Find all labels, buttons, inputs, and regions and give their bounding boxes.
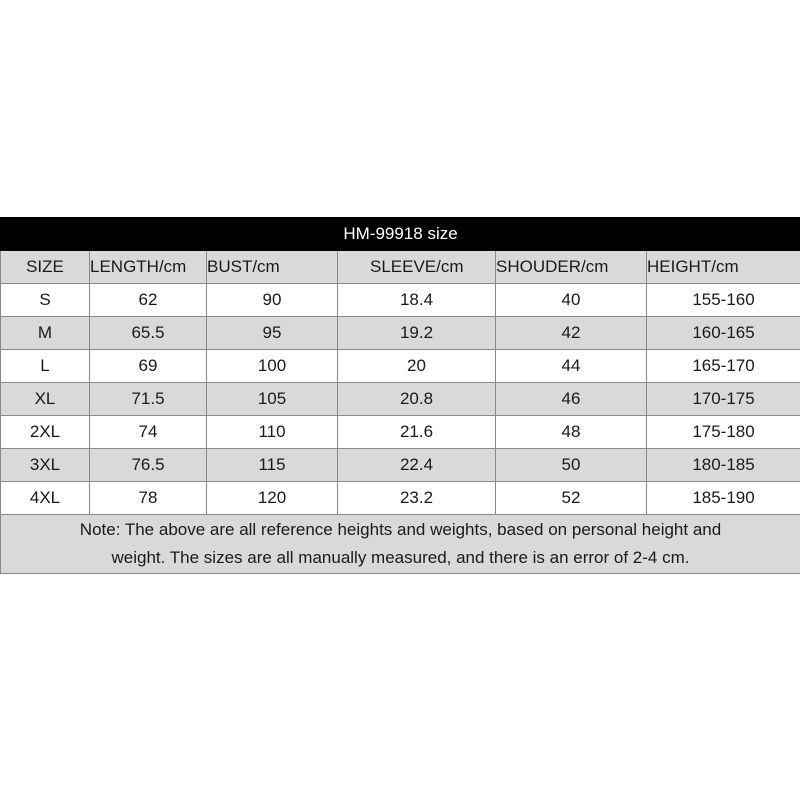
cell-bust: 120: [207, 482, 338, 515]
cell-size: 2XL: [1, 416, 90, 449]
cell-shoulder: 44: [496, 350, 647, 383]
cell-sleeve: 20: [338, 350, 496, 383]
header-sleeve: SLEEVE/cm: [338, 251, 496, 284]
table-title-row: [1, 218, 800, 251]
cell-shoulder: 42: [496, 317, 647, 350]
cell-height: 170-175: [647, 383, 800, 416]
table-row: [1, 416, 800, 449]
table-title: HM-99918 size: [1, 218, 800, 251]
cell-shoulder: 48: [496, 416, 647, 449]
cell-bust: 100: [207, 350, 338, 383]
header-length: LENGTH/cm: [90, 251, 207, 284]
cell-length: 71.5: [90, 383, 207, 416]
cell-size: L: [1, 350, 90, 383]
cell-bust: 95: [207, 317, 338, 350]
note-line-2: weight. The sizes are all manually measured, and there is an error of 2-4 cm.: [111, 548, 690, 567]
cell-length: 65.5: [90, 317, 207, 350]
cell-shoulder: 40: [496, 284, 647, 317]
cell-bust: 115: [207, 449, 338, 482]
cell-shoulder: 50: [496, 449, 647, 482]
cell-height: 165-170: [647, 350, 800, 383]
cell-size: S: [1, 284, 90, 317]
cell-size: 4XL: [1, 482, 90, 515]
cell-shoulder: 52: [496, 482, 647, 515]
cell-height: 175-180: [647, 416, 800, 449]
cell-sleeve: 18.4: [338, 284, 496, 317]
table-row: [1, 449, 800, 482]
cell-length: 78: [90, 482, 207, 515]
cell-bust: 110: [207, 416, 338, 449]
cell-sleeve: 23.2: [338, 482, 496, 515]
note-row: [1, 515, 800, 574]
cell-shoulder: 46: [496, 383, 647, 416]
cell-height: 155-160: [647, 284, 800, 317]
cell-length: 74: [90, 416, 207, 449]
cell-length: 69: [90, 350, 207, 383]
cell-bust: 105: [207, 383, 338, 416]
cell-sleeve: 22.4: [338, 449, 496, 482]
cell-size: M: [1, 317, 90, 350]
table-row: [1, 383, 800, 416]
header-row: [1, 251, 800, 284]
header-bust: BUST/cm: [207, 251, 338, 284]
cell-length: 76.5: [90, 449, 207, 482]
cell-bust: 90: [207, 284, 338, 317]
cell-length: 62: [90, 284, 207, 317]
cell-height: 160-165: [647, 317, 800, 350]
table-row: [1, 317, 800, 350]
cell-sleeve: 20.8: [338, 383, 496, 416]
cell-size: XL: [1, 383, 90, 416]
cell-size: 3XL: [1, 449, 90, 482]
header-height: HEIGHT/cm: [647, 251, 800, 284]
cell-sleeve: 21.6: [338, 416, 496, 449]
cell-height: 180-185: [647, 449, 800, 482]
note-line-1: Note: The above are all reference heights and weights, based on personal height and: [79, 520, 722, 539]
size-chart-table: [0, 217, 800, 574]
table-row: [1, 350, 800, 383]
table-row: [1, 284, 800, 317]
cell-height: 185-190: [647, 482, 800, 515]
cell-sleeve: 19.2: [338, 317, 496, 350]
table-row: [1, 482, 800, 515]
header-size: SIZE: [1, 251, 90, 284]
header-shoulder: SHOUDER/cm: [496, 251, 647, 284]
note-text: [1, 515, 800, 574]
